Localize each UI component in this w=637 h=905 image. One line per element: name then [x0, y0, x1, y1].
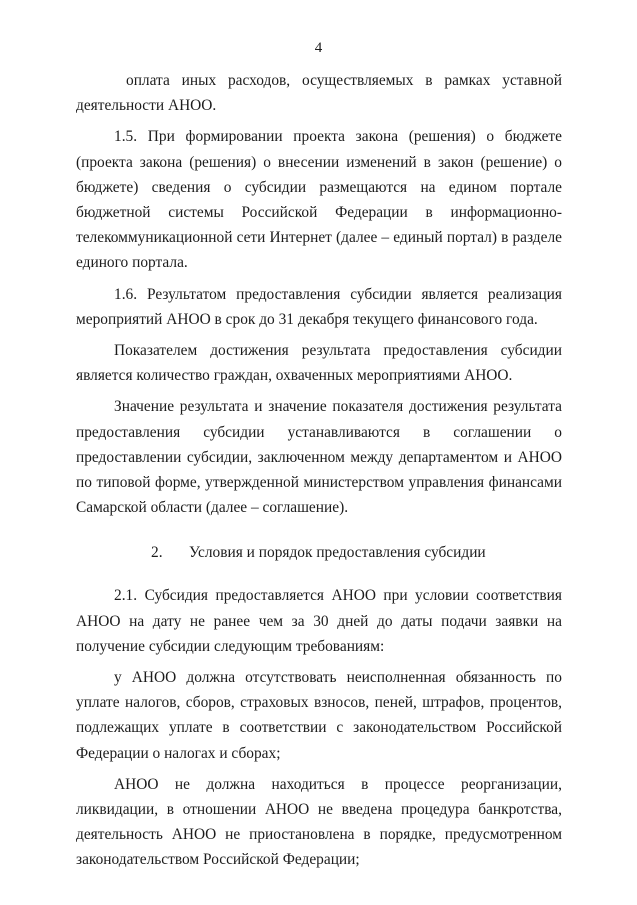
page-number: 4: [314, 40, 323, 56]
section-number: 2.: [151, 544, 163, 562]
section-title: Условия и порядок предоставления субсидии: [189, 544, 486, 562]
paragraph-1-5: 1.5. При формировании проекта закона (решения) о бюджете (проекта закона (решения) о внесении изменений в закон (решение) о бюджете) сведения о субсидии размещаются на едином портале бюджетной системы Российской Федерации в информационно-телекоммуникационной сети Интернет (далее – единый портал) в разделе единого портала.: [76, 128, 562, 272]
paragraph-tax-obligation: у АНОО должна отсутствовать неисполненная обязанность по уплате налогов, сборов, страховых взносов, пеней, штрафов, процентов, подлежащих уплате в соответствии с законодательством Российской Федерации о налогах и сборах;: [76, 669, 562, 762]
paragraph-2-1: 2.1. Субсидия предоставляется АНОО при условии соответствия АНОО на дату не ранее чем за 30 дней до даты подачи заявки на получение субсидии следующим требованиям:: [76, 587, 562, 655]
paragraph-result-value: Значение результата и значение показателя достижения результата предоставления субсидии устанавливаются в соглашении о предоставлении субсидии, заключенном между департаментом и АНОО по типовой форме, утвержденной министерством управления финансами Самарской области (далее – соглашение).: [76, 398, 562, 517]
paragraph-indicator: Показателем достижения результата предоставления субсидии является количество граждан, охваченных мероприятиями АНОО.: [76, 342, 562, 385]
paragraph-1-6: 1.6. Результатом предоставления субсидии является реализация мероприятий АНОО в срок до 31 декабря текущего финансового года.: [76, 285, 562, 328]
paragraph-other-expenses: оплата иных расходов, осуществляемых в рамках уставной деятельности АНОО.: [76, 72, 562, 115]
document-body: [76, 68, 562, 873]
section-heading: [76, 540, 562, 565]
paragraph-reorganization: АНОО не должна находиться в процессе реорганизации, ликвидации, в отношении АНОО не введена процедура банкротства, деятельность АНОО не приостановлена в порядке, предусмотренном законодательством Российской Федерации;: [76, 775, 562, 869]
